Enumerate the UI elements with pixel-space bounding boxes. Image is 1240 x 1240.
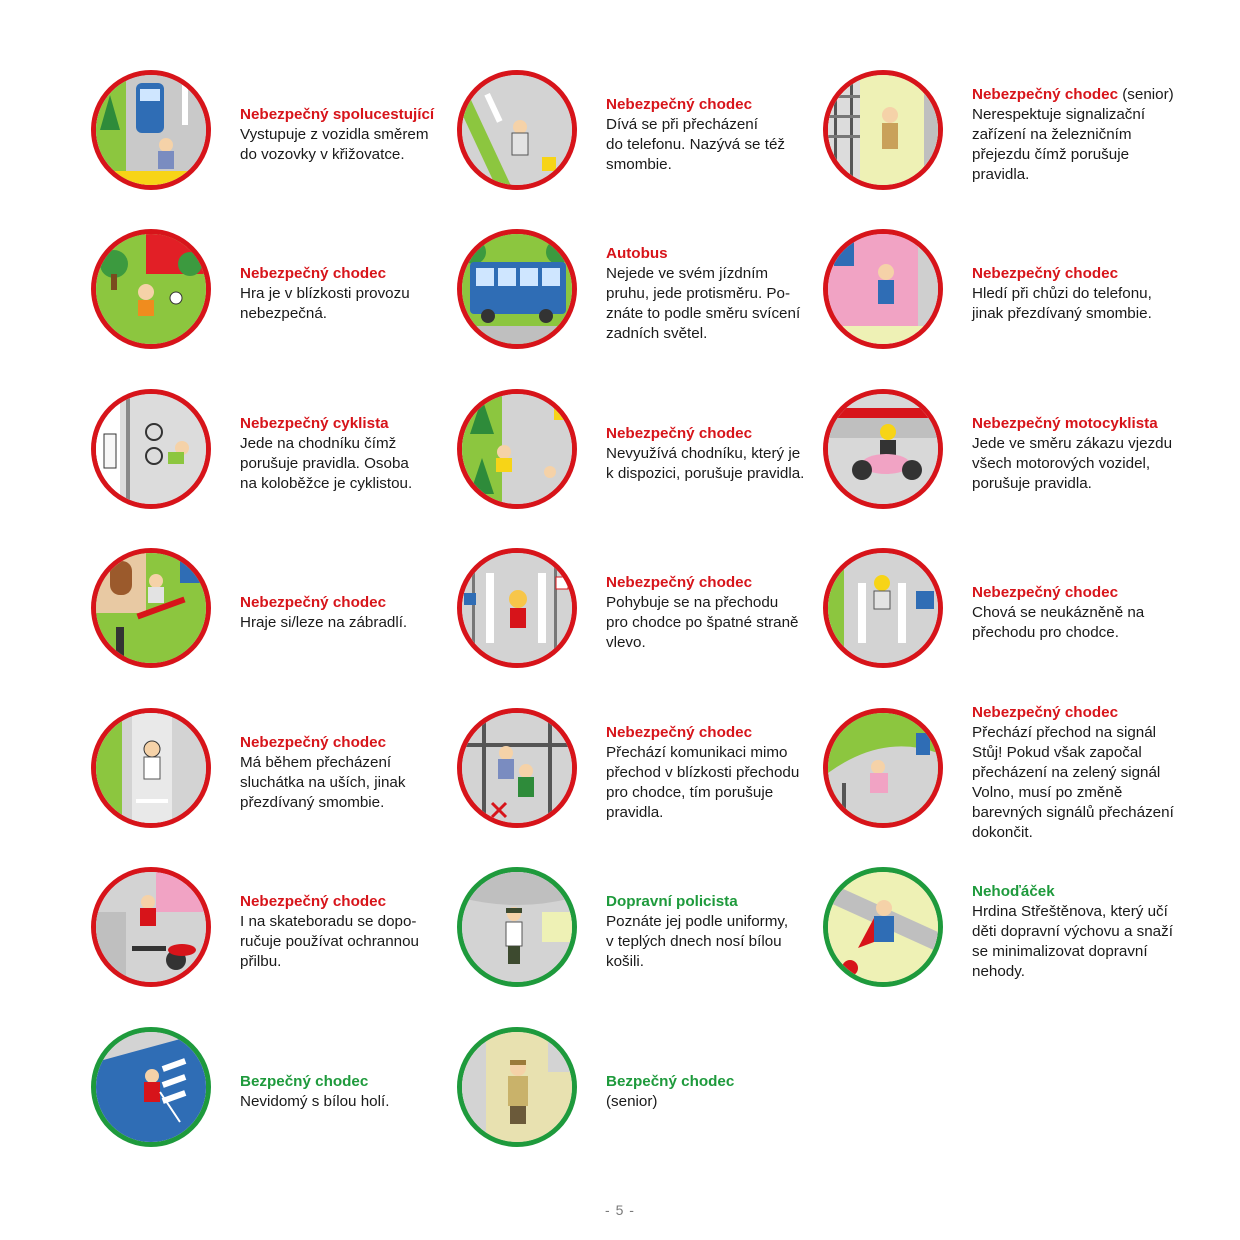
- legend-title: Nebezpečný chodec: [972, 265, 1119, 282]
- legend-description: (senior): [606, 1093, 658, 1110]
- legend-description: Přechází komunikaci mimo přechod v blízkosti přechodu pro chodce, tím porušuje pravidla.: [606, 744, 800, 821]
- legend-description: Přechází přechod na signál Stůj! Pokud však započal přecházení na zelený signál Volno, musí po změně barevných signálů přecházení dokončit.: [972, 724, 1174, 841]
- legend-entry-4: [91, 229, 461, 363]
- legend-description: Poznáte jej podle uniformy, v teplých dnech nosí bílou košili.: [606, 913, 789, 970]
- legend-description: Nevidomý s bílou holí.: [240, 1093, 390, 1110]
- jaywalker-icon: [457, 708, 577, 828]
- legend-entry-7: [91, 389, 461, 523]
- superhero-icon: [823, 867, 943, 987]
- legend-entry-13: [91, 708, 461, 842]
- legend-text: [240, 892, 460, 972]
- legend-text: [240, 105, 460, 165]
- wrong-side-icon: [457, 548, 577, 668]
- blind-pedestrian-icon: [91, 1027, 211, 1147]
- police-officer-icon: [457, 867, 577, 987]
- legend-entry-6: [823, 229, 1193, 363]
- legend-description: Jede na chodníku čímž porušuje pravidla. Osoba na koloběžce je cyklistou.: [240, 435, 413, 492]
- headphones-icon: [91, 708, 211, 828]
- legend-entry-12: [823, 548, 1193, 682]
- legend-title: Nebezpečný chodec: [240, 893, 387, 910]
- car-passenger-icon: [91, 70, 211, 190]
- legend-text: [240, 593, 460, 633]
- legend-entry-11: [457, 548, 827, 682]
- legend-title: Autobus: [606, 245, 668, 262]
- legend-description: Hraje si/leze na zábradlí.: [240, 614, 408, 631]
- page-number: - 5 -: [605, 1202, 635, 1218]
- legend-entry-20: [457, 1027, 827, 1161]
- railing-climber-icon: [91, 548, 211, 668]
- legend-title: Dopravní policista: [606, 893, 738, 910]
- legend-title: Nebezpečný spolucestující: [240, 106, 435, 123]
- legend-description: Má během přecházení sluchátka na uších, jinak přezdívaný smombie.: [240, 754, 406, 811]
- legend-entry-19: [91, 1027, 461, 1161]
- legend-text: [240, 1072, 460, 1112]
- legend-title: Nebezpečný chodec: [240, 265, 387, 282]
- railway-senior-icon: [823, 70, 943, 190]
- legend-entry-8: [457, 389, 827, 523]
- legend-title: Nebezpečný chodec: [240, 734, 387, 751]
- legend-title: Nebezpečný motocyklista: [972, 415, 1158, 432]
- legend-text: [240, 733, 460, 813]
- legend-text: [972, 264, 1192, 324]
- legend-description: Nerespektuje signalizační zařízení na železničním přejezdu čímž porušuje pravidla.: [972, 106, 1146, 183]
- legend-description: Vystupuje z vozidla směrem do vozovky v křižovatce.: [240, 126, 429, 163]
- legend-text: [972, 882, 1192, 982]
- legend-entry-15: [823, 704, 1193, 842]
- legend-entry-18: [823, 867, 1193, 1001]
- legend-text: [240, 414, 460, 494]
- phone-pedestrian-icon: [457, 70, 577, 190]
- legend-description: Hrdina Střeštěnova, který učí děti dopravní výchovu a snaží se minimalizovat dopravní nehody.: [972, 903, 1173, 980]
- legend-entry-5: [457, 229, 827, 363]
- legend-description: Hra je v blízkosti provozu nebezpečná.: [240, 285, 410, 322]
- legend-title: Nebezpečný chodec: [972, 704, 1119, 721]
- legend-title: Nehoďáček: [972, 883, 1055, 900]
- skateboard-icon: [91, 867, 211, 987]
- legend-description: Hledí při chůzi do telefonu, jinak přezdívaný smombie.: [972, 285, 1152, 322]
- legend-text: [240, 264, 460, 324]
- legend-text: [606, 723, 826, 823]
- cyclist-icon: [91, 389, 211, 509]
- red-signal-icon: [823, 708, 943, 828]
- legend-text: [606, 95, 826, 175]
- legend-text: [606, 424, 826, 484]
- legend-text: [972, 85, 1192, 185]
- senior-pedestrian-icon: [457, 1027, 577, 1147]
- legend-description: Jede ve směru zákazu vjezdu všech motorových vozidel, porušuje pravidla.: [972, 435, 1173, 492]
- legend-text: [606, 244, 826, 344]
- legend-description: Nejede ve svém jízdním pruhu, jede protisměru. Po- znáte to podle směru svícení zadních světel.: [606, 265, 801, 342]
- legend-title: Nebezpečný chodec: [240, 594, 387, 611]
- motorcycle-icon: [823, 389, 943, 509]
- legend-entry-16: [91, 867, 461, 1001]
- legend-text: [972, 414, 1192, 494]
- legend-title: Bezpečný chodec: [240, 1073, 369, 1090]
- legend-title: Nebezpečný cyklista: [240, 415, 389, 432]
- legend-entry-17: [457, 867, 827, 1001]
- legend-description: Nevyužívá chodníku, který je k dispozici, porušuje pravidla.: [606, 445, 805, 482]
- legend-text: [972, 583, 1192, 643]
- legend-title: Nebezpečný chodec: [606, 574, 753, 591]
- bus-icon: [457, 229, 577, 349]
- legend-title: Nebezpečný chodec (senior): [972, 86, 1174, 103]
- legend-title: Nebezpečný chodec: [972, 584, 1119, 601]
- legend-title: Nebezpečný chodec: [606, 96, 753, 113]
- legend-text: [972, 703, 1192, 843]
- legend-entry-3: [823, 70, 1193, 204]
- jumping-kid-icon: [823, 548, 943, 668]
- legend-title: Nebezpečný chodec: [606, 724, 753, 741]
- legend-entry-10: [91, 548, 461, 682]
- legend-title: Bezpečný chodec: [606, 1073, 735, 1090]
- legend-text: [606, 1072, 826, 1112]
- legend-description: I na skateboradu se dopo- ručuje používat ochrannou přilbu.: [240, 913, 419, 970]
- legend-title: Nebezpečný chodec: [606, 425, 753, 442]
- legend-entry-14: [457, 708, 827, 842]
- legend-entry-1: [91, 70, 461, 204]
- playing-child-icon: [91, 229, 211, 349]
- legend-description: Chová se neukázněně na přechodu pro chodce.: [972, 604, 1145, 641]
- legend-text: [606, 573, 826, 653]
- legend-entry-2: [457, 70, 827, 204]
- legend-text: [606, 892, 826, 972]
- walking-phone-icon: [823, 229, 943, 349]
- road-walker-icon: [457, 389, 577, 509]
- legend-entry-9: [823, 389, 1193, 523]
- legend-description: Pohybuje se na přechodu pro chodce po špatné straně vlevo.: [606, 594, 799, 651]
- legend-description: Dívá se při přecházení do telefonu. Nazývá se též smombie.: [606, 116, 785, 173]
